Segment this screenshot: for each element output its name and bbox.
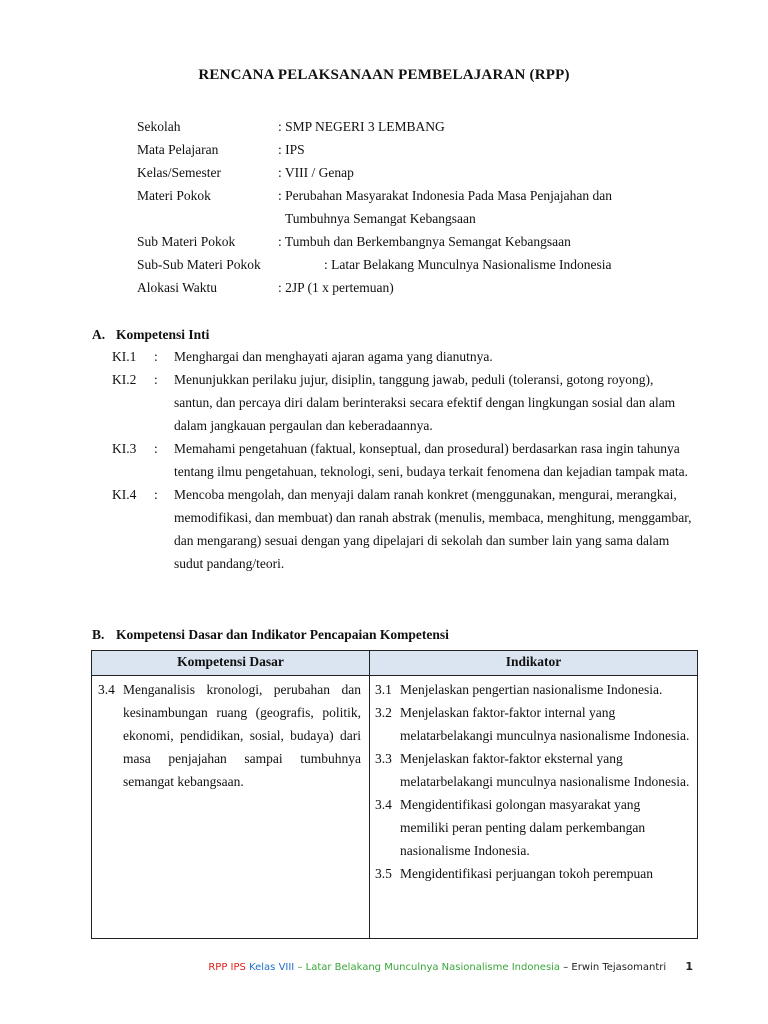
identity-row-sub-sub-material — [137, 253, 717, 276]
indicator-item — [375, 678, 691, 701]
core-competency-code: KI.3 — [112, 441, 137, 456]
page-number: 1 — [685, 960, 693, 973]
core-competency-separator: : — [154, 487, 158, 502]
competency-indicator-table — [91, 650, 698, 939]
basic-competency-item — [98, 678, 361, 793]
identity-value: : SMP NEGERI 3 LEMBANG — [278, 119, 445, 134]
indicator-item — [375, 862, 691, 885]
core-competency-separator: : — [154, 349, 158, 364]
core-competency-item — [112, 345, 692, 368]
section-title: Kompetensi Dasar dan Indikator Pencapaian Kompetensi — [116, 627, 449, 642]
indicator-text: Mengidentifikasi golongan masyarakat yang memiliki peran penting dalam perkembangan nasionalisme Indonesia. — [400, 797, 646, 858]
section-title: Kompetensi Inti — [116, 327, 210, 342]
identity-value: : VIII / Genap — [278, 165, 354, 180]
page-footer — [208, 960, 693, 975]
indicator-number: 3.1 — [375, 682, 392, 697]
identity-row-main-material-continued — [137, 207, 717, 230]
footer-topic: – Latar Belakang Munculnya Nasionalisme Indonesia — [297, 962, 561, 973]
section-b-heading — [92, 623, 449, 646]
identity-value: : Tumbuh dan Berkembangnya Semangat Kebangsaan — [278, 234, 571, 249]
core-competency-item — [112, 483, 692, 575]
indicator-number: 3.4 — [375, 797, 392, 812]
core-competency-item — [112, 368, 692, 437]
indicator-text: Mengidentifikasi perjuangan tokoh perempuan — [400, 866, 654, 881]
page-title: RENCANA PELAKSANAAN PEMBELAJARAN (RPP) — [198, 67, 570, 83]
identity-label: Mata Pelajaran — [137, 142, 219, 157]
core-competency-list — [112, 345, 692, 575]
core-competency-code: KI.2 — [112, 372, 137, 387]
identity-row-subject — [137, 138, 717, 161]
core-competency-code: KI.4 — [112, 487, 137, 502]
basic-competency-cell — [92, 676, 370, 939]
indicator-item — [375, 701, 691, 747]
core-competency-separator: : — [154, 372, 158, 387]
identity-label: Alokasi Waktu — [137, 280, 218, 295]
core-competency-text: Menghargai dan menghayati ajaran agama yang dianutnya. — [174, 349, 493, 364]
core-competency-text: Menunjukkan perilaku jujur, disiplin, tanggung jawab, peduli (toleransi, gotong royong), santun, dan percaya diri dalam berinteraksi secara efektif dengan lingkungan sosial dan alam dalam jangkauan pergaulan dan keberadaannya. — [174, 372, 676, 433]
indicator-item — [375, 793, 691, 862]
column-header-indicator: Indikator — [370, 651, 698, 676]
indicator-text: Menjelaskan faktor-faktor internal yang melatarbelakangi munculnya nasionalisme Indonesia. — [400, 705, 690, 743]
identity-value: : Latar Belakang Munculnya Nasionalisme Indonesia — [324, 257, 612, 272]
basic-competency-number: 3.4 — [98, 682, 115, 697]
indicator-number: 3.2 — [375, 705, 392, 720]
indicator-number: 3.5 — [375, 866, 392, 881]
identity-value-continuation: Tumbuhnya Semangat Kebangsaan — [285, 211, 476, 226]
basic-competency-text: Menganalisis kronologi, perubahan dan kesinambungan ruang (geografis, politik, ekonomi, pendidikan, sosial, budaya) dari masa penjajahan sampai tumbuhnya semangat kebangsaan. — [123, 682, 361, 789]
indicator-text: Menjelaskan pengertian nasionalisme Indonesia. — [400, 682, 663, 697]
identity-label: Kelas/Semester — [137, 165, 221, 180]
identity-label: Materi Pokok — [137, 188, 211, 203]
column-header-basic-competency: Kompetensi Dasar — [92, 651, 370, 676]
indicator-text: Menjelaskan faktor-faktor eksternal yang melatarbelakangi munculnya nasionalisme Indonesia. — [400, 751, 690, 789]
core-competency-code: KI.1 — [112, 349, 137, 364]
footer-class: Kelas VIII — [249, 962, 295, 973]
footer-author: – Erwin Tejasomantri — [563, 962, 667, 973]
identity-label: Sekolah — [137, 119, 181, 134]
indicator-number: 3.3 — [375, 751, 392, 766]
section-letter: A. — [92, 327, 106, 342]
identity-label: Sub Materi Pokok — [137, 234, 236, 249]
core-competency-item — [112, 437, 692, 483]
identity-row-class-semester — [137, 161, 717, 184]
indicator-cell — [370, 676, 698, 939]
identity-row-main-material — [137, 184, 717, 207]
identity-value: : 2JP (1 x pertemuan) — [278, 280, 394, 295]
footer-rpp: RPP IPS — [208, 962, 246, 973]
core-competency-separator: : — [154, 441, 158, 456]
core-competency-text: Memahami pengetahuan (faktual, konseptual, dan prosedural) berdasarkan rasa ingin tahunya tentang ilmu pengetahuan, teknologi, seni, budaya terkait fenomena dan kejadian tampak mata. — [174, 441, 688, 479]
section-a-heading — [92, 323, 209, 346]
identity-row-school — [137, 115, 717, 138]
core-competency-text: Mencoba mengolah, dan menyaji dalam ranah konkret (menggunakan, mengurai, merangkai, memodifikasi, dan membuat) dan ranah abstrak (menulis, membaca, menghitung, menggambar, dan mengarang) sesuai dengan yang dipelajari di sekolah dan sumber lain yang sama dalam sudut pandang/teori. — [174, 487, 692, 571]
identity-block — [137, 115, 717, 299]
identity-label: Sub-Sub Materi Pokok — [137, 257, 261, 272]
table-header-row — [92, 651, 698, 676]
table-row — [92, 676, 698, 939]
identity-value: : IPS — [278, 142, 305, 157]
identity-row-time-allocation — [137, 276, 717, 299]
identity-row-sub-material — [137, 230, 717, 253]
section-letter: B. — [92, 627, 105, 642]
indicator-item — [375, 747, 691, 793]
identity-value: : Perubahan Masyarakat Indonesia Pada Masa Penjajahan dan — [278, 188, 613, 203]
